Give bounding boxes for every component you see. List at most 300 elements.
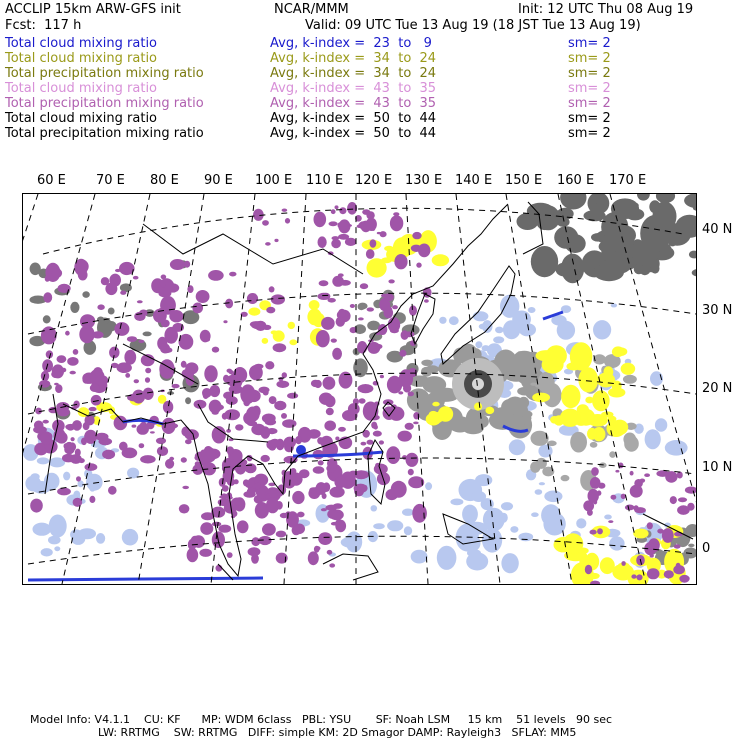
mid-cloud-patch: [289, 339, 297, 345]
mid-cloud-patch: [563, 533, 584, 554]
deep-cloud-patch: [637, 194, 650, 201]
high-cloud-patch: [243, 412, 256, 425]
legend-sm: sm= 2: [568, 51, 611, 66]
high-cloud-patch: [650, 554, 654, 558]
low-cloud-streak: [28, 578, 263, 580]
low-cloud-patch: [539, 482, 545, 485]
high-cloud-patch: [406, 453, 419, 467]
low-cloud-patch: [89, 482, 96, 491]
mid-cloud-patch: [560, 409, 581, 427]
high-cloud-patch: [287, 393, 298, 399]
high-cloud-patch: [95, 375, 108, 386]
deep-cloud-patch: [630, 203, 639, 209]
legend-field: Total cloud mixing ratio: [5, 51, 158, 66]
high-cloud-patch: [338, 219, 350, 233]
mid-cloud-patch: [621, 363, 636, 375]
high-cloud-patch: [65, 331, 70, 336]
high-cloud-patch: [145, 377, 150, 383]
longitude-tick-label: 140 E: [455, 173, 493, 188]
high-cloud-patch: [223, 320, 227, 323]
high-cloud-patch: [165, 459, 174, 469]
high-cloud-patch: [114, 322, 129, 336]
deep-cloud-patch: [519, 361, 529, 368]
legend-sm: sm= 2: [568, 81, 611, 96]
low-cloud-patch: [41, 548, 53, 556]
high-cloud-patch: [644, 473, 650, 477]
high-cloud-patch: [90, 384, 100, 392]
forecast-map: [22, 193, 697, 585]
mid-cloud-patch: [309, 300, 320, 310]
high-cloud-patch: [391, 481, 407, 498]
high-cloud-patch: [102, 450, 115, 460]
high-cloud-patch: [269, 286, 275, 292]
low-cloud-patch: [373, 523, 385, 529]
high-cloud-patch: [57, 488, 71, 496]
high-cloud-patch: [122, 448, 138, 459]
high-cloud-patch: [52, 268, 62, 278]
high-cloud-patch: [412, 504, 427, 523]
high-cloud-patch: [229, 272, 236, 277]
deep-cloud-patch: [649, 200, 660, 213]
high-cloud-patch: [379, 440, 384, 444]
low-cloud-patch: [655, 418, 667, 432]
high-cloud-patch: [685, 487, 696, 494]
high-cloud-patch: [409, 305, 417, 315]
high-cloud-patch: [262, 220, 269, 226]
high-cloud-patch: [41, 371, 49, 381]
legend-sm: sm= 2: [568, 66, 611, 81]
mid-cloud-patch: [603, 366, 613, 377]
high-cloud-patch: [57, 408, 70, 417]
low-cloud-patch: [78, 528, 96, 539]
high-cloud-patch: [367, 440, 374, 445]
high-cloud-patch: [418, 244, 430, 258]
high-cloud-patch: [218, 525, 231, 533]
high-cloud-patch: [162, 418, 176, 434]
high-cloud-patch: [138, 340, 144, 343]
high-cloud-patch: [156, 438, 166, 444]
high-cloud-patch: [83, 315, 95, 326]
low-cloud-patch: [449, 316, 459, 325]
map-canvas: [23, 194, 696, 584]
high-cloud-patch: [54, 383, 59, 386]
legend-avg: Avg, k-index = 34 to 24: [270, 51, 437, 66]
mid-cloud-patch: [592, 390, 610, 411]
low-cloud-patch: [425, 482, 432, 490]
mid-cloud-patch: [585, 397, 593, 404]
high-cloud-patch: [204, 365, 217, 382]
longitude-tick-label: 80 E: [150, 173, 179, 188]
high-cloud-patch: [393, 212, 399, 216]
longitude-tick-label: 120 E: [355, 173, 393, 188]
high-cloud-patch: [89, 407, 97, 411]
low-cloud-patch: [544, 491, 562, 503]
legend-avg: Avg, k-index = 43 to 35: [270, 96, 437, 111]
high-cloud-patch: [111, 363, 119, 368]
high-cloud-patch: [314, 546, 320, 553]
mid-cloud-patch: [384, 246, 394, 251]
high-cloud-patch: [321, 508, 327, 511]
high-cloud-patch: [679, 575, 689, 583]
high-cloud-patch: [358, 384, 374, 393]
high-cloud-patch: [360, 283, 368, 289]
high-cloud-patch: [70, 454, 82, 464]
high-cloud-patch: [71, 437, 75, 441]
legend-field: Total cloud mixing ratio: [5, 81, 158, 96]
high-cloud-patch: [664, 570, 674, 578]
high-cloud-patch: [327, 550, 333, 555]
mid-cloud-patch: [561, 385, 580, 408]
high-cloud-patch: [55, 384, 62, 393]
high-cloud-patch: [212, 426, 226, 443]
high-cloud-patch: [209, 400, 222, 414]
mid-cloud-patch: [532, 393, 550, 403]
high-cloud-patch: [179, 504, 190, 513]
mid-cloud-patch: [273, 330, 285, 341]
legend-sm: sm= 2: [568, 111, 611, 126]
deep-cloud-patch: [623, 375, 637, 384]
mid-cloud-patch: [485, 407, 494, 414]
high-cloud-patch: [282, 209, 288, 212]
high-cloud-patch: [83, 376, 91, 383]
legend-sm: sm= 2: [568, 36, 611, 51]
high-cloud-patch: [91, 395, 102, 406]
high-cloud-patch: [362, 209, 370, 215]
high-cloud-patch: [348, 403, 360, 415]
high-cloud-patch: [199, 549, 212, 557]
deep-cloud-patch: [563, 265, 582, 277]
high-cloud-patch: [636, 574, 642, 580]
high-cloud-patch: [336, 317, 345, 327]
low-cloud-patch: [437, 546, 457, 570]
high-cloud-patch: [318, 460, 324, 465]
low-cloud-patch: [645, 429, 661, 449]
deep-cloud-patch: [634, 264, 644, 274]
low-cloud-patch: [473, 311, 489, 321]
high-cloud-patch: [30, 499, 43, 513]
high-cloud-patch: [405, 423, 414, 430]
high-cloud-patch: [408, 392, 414, 397]
high-cloud-patch: [205, 337, 211, 341]
high-cloud-patch: [290, 473, 303, 486]
deep-cloud-patch: [609, 451, 616, 458]
high-cloud-patch: [640, 479, 646, 483]
longitude-tick-label: 160 E: [557, 173, 595, 188]
high-cloud-patch: [424, 299, 429, 303]
high-cloud-patch: [185, 429, 199, 440]
high-cloud-patch: [630, 471, 634, 476]
low-cloud-patch: [122, 529, 138, 546]
high-cloud-patch: [621, 494, 626, 499]
high-cloud-patch: [394, 254, 407, 269]
high-cloud-patch: [83, 422, 90, 430]
high-cloud-patch: [108, 486, 117, 495]
high-cloud-patch: [248, 547, 261, 556]
deep-cloud-patch: [561, 475, 570, 481]
high-cloud-patch: [402, 455, 407, 460]
high-cloud-patch: [366, 249, 375, 259]
low-cloud-patch: [450, 499, 463, 506]
mid-cloud-patch: [432, 254, 449, 266]
high-cloud-patch: [367, 307, 374, 311]
high-cloud-patch: [235, 424, 243, 430]
high-cloud-patch: [670, 496, 677, 504]
low-cloud-patch: [665, 440, 688, 456]
high-cloud-patch: [399, 350, 406, 357]
deep-cloud-patch: [626, 208, 645, 220]
high-cloud-patch: [187, 548, 199, 563]
deep-cloud-patch: [70, 302, 79, 313]
high-cloud-patch: [40, 432, 52, 445]
high-cloud-patch: [687, 503, 694, 511]
high-cloud-patch: [39, 380, 50, 388]
high-cloud-patch: [247, 293, 258, 304]
mid-cloud-patch: [612, 564, 634, 581]
latitude-tick-label: 30 N: [702, 303, 733, 318]
high-cloud-patch: [330, 487, 345, 498]
high-cloud-patch: [328, 298, 336, 303]
high-cloud-patch: [134, 379, 139, 383]
high-cloud-patch: [274, 401, 286, 411]
mid-cloud-patch: [589, 573, 600, 579]
mid-cloud-patch: [428, 412, 444, 424]
high-cloud-patch: [224, 409, 240, 420]
low-cloud-patch: [346, 531, 363, 552]
low-cloud-patch: [462, 505, 478, 524]
high-cloud-patch: [332, 236, 340, 240]
deep-cloud-patch: [522, 411, 533, 419]
high-cloud-patch: [371, 422, 377, 429]
high-cloud-patch: [621, 561, 625, 566]
high-cloud-patch: [212, 522, 221, 527]
mid-cloud-patch: [307, 309, 321, 326]
legend-avg: Avg, k-index = 43 to 35: [270, 81, 437, 96]
high-cloud-patch: [160, 343, 170, 353]
low-cloud-patch: [611, 303, 617, 307]
high-cloud-patch: [76, 476, 81, 481]
deep-cloud-patch: [640, 215, 671, 252]
high-cloud-patch: [73, 498, 83, 507]
high-cloud-patch: [590, 530, 597, 535]
high-cloud-patch: [331, 209, 336, 214]
high-cloud-patch: [331, 239, 341, 248]
org-label: NCAR/MMM: [274, 2, 349, 17]
longitude-tick-label: 110 E: [306, 173, 344, 188]
low-cloud-patch: [475, 474, 492, 486]
high-cloud-patch: [357, 341, 367, 353]
high-cloud-patch: [133, 276, 139, 280]
mid-cloud-patch: [587, 428, 597, 440]
high-cloud-patch: [327, 510, 337, 519]
deep-cloud-patch: [143, 332, 152, 337]
init-time: Init: 12 UTC Thu 08 Aug 19: [518, 2, 694, 17]
deep-cloud-patch: [531, 246, 558, 277]
low-cloud-patch: [475, 341, 482, 348]
high-cloud-patch: [338, 309, 346, 318]
deep-cloud-patch: [185, 397, 191, 404]
legend-avg: Avg, k-index = 50 to 44: [270, 111, 437, 126]
mid-cloud-patch: [262, 338, 269, 344]
mid-cloud-patch: [248, 308, 260, 316]
legend-field: Total cloud mixing ratio: [5, 36, 158, 51]
high-cloud-patch: [412, 232, 421, 239]
high-cloud-patch: [68, 427, 74, 430]
high-cloud-patch: [657, 529, 663, 534]
low-cloud-patch: [387, 520, 403, 531]
deep-cloud-patch: [501, 399, 519, 415]
low-cloud-patch: [604, 515, 612, 520]
high-cloud-patch: [369, 415, 379, 421]
high-cloud-patch: [339, 207, 346, 214]
high-cloud-patch: [51, 371, 61, 379]
high-cloud-patch: [182, 486, 189, 489]
model-info-line1: Model Info: V4.1.1 CU: KF MP: WDM 6class PBL: YSU SF: Noah LSM 15 km 51 levels 90 sec: [30, 713, 613, 726]
high-cloud-patch: [404, 331, 415, 337]
high-cloud-patch: [384, 293, 394, 301]
high-cloud-patch: [350, 304, 355, 308]
high-cloud-patch: [43, 420, 49, 424]
low-cloud-patch: [54, 546, 60, 551]
typhoon-eye: [472, 378, 484, 390]
longitude-tick-label: 70 E: [96, 173, 125, 188]
high-cloud-patch: [243, 479, 249, 486]
high-cloud-patch: [294, 524, 305, 535]
high-cloud-patch: [634, 505, 639, 511]
deep-cloud-patch: [425, 365, 439, 373]
high-cloud-patch: [282, 419, 296, 428]
high-cloud-patch: [125, 373, 130, 378]
high-cloud-patch: [265, 242, 271, 246]
high-cloud-patch: [265, 361, 274, 369]
latitude-tick-label: 20 N: [702, 381, 733, 396]
high-cloud-patch: [95, 433, 108, 441]
high-cloud-patch: [263, 390, 269, 396]
legend-avg: Avg, k-index = 23 to 9: [270, 36, 432, 51]
high-cloud-patch: [281, 413, 287, 419]
high-cloud-patch: [89, 496, 95, 503]
high-cloud-patch: [132, 390, 145, 404]
high-cloud-patch: [285, 218, 290, 224]
deep-cloud-patch: [358, 303, 368, 310]
longitude-tick-label: 150 E: [505, 173, 543, 188]
high-cloud-patch: [335, 205, 339, 209]
high-cloud-patch: [585, 565, 592, 575]
high-cloud-patch: [61, 368, 66, 373]
high-cloud-patch: [316, 482, 327, 495]
high-cloud-patch: [335, 520, 346, 533]
high-cloud-patch: [97, 304, 104, 310]
legend-field: Total precipitation mixing ratio: [5, 96, 204, 111]
deep-cloud-patch: [108, 308, 115, 315]
high-cloud-patch: [674, 532, 683, 537]
high-cloud-patch: [318, 236, 327, 248]
high-cloud-patch: [260, 426, 270, 438]
high-cloud-patch: [326, 505, 338, 511]
high-cloud-patch: [157, 446, 168, 456]
high-cloud-patch: [311, 380, 320, 387]
high-cloud-patch: [332, 276, 344, 287]
mid-cloud-patch: [367, 258, 387, 277]
high-cloud-patch: [331, 339, 337, 343]
mid-cloud-patch: [608, 388, 625, 398]
high-cloud-patch: [140, 455, 156, 463]
high-cloud-patch: [615, 470, 619, 473]
high-cloud-patch: [630, 485, 643, 498]
high-cloud-patch: [361, 442, 367, 446]
latitude-tick-label: 0: [702, 541, 711, 556]
low-cloud-patch: [495, 327, 504, 334]
high-cloud-patch: [413, 422, 419, 425]
low-cloud-patch: [63, 472, 70, 481]
high-cloud-patch: [269, 439, 281, 448]
mid-cloud-patch: [432, 402, 439, 407]
longitude-tick-label: 170 E: [609, 173, 647, 188]
high-cloud-patch: [662, 528, 674, 543]
low-cloud-patch: [501, 502, 513, 510]
high-cloud-patch: [392, 217, 403, 229]
mid-cloud-patch: [474, 403, 482, 411]
high-cloud-patch: [170, 259, 185, 270]
model-title: ACCLIP 15km ARW-GFS init: [5, 2, 181, 17]
high-cloud-patch: [373, 431, 382, 437]
low-cloud-patch: [510, 526, 518, 533]
longitude-tick-label: 60 E: [37, 173, 66, 188]
high-cloud-patch: [70, 371, 76, 375]
high-cloud-patch: [212, 375, 217, 380]
mid-cloud-patch: [633, 529, 648, 539]
mid-cloud-patch: [570, 342, 593, 370]
high-cloud-patch: [228, 370, 233, 374]
deep-cloud-patch: [688, 544, 694, 548]
low-cloud-patch: [576, 518, 586, 528]
low-cloud-patch: [472, 491, 487, 502]
high-cloud-patch: [611, 495, 617, 500]
high-cloud-patch: [72, 420, 82, 431]
high-cloud-patch: [625, 505, 635, 511]
high-cloud-patch: [200, 522, 213, 535]
high-cloud-patch: [254, 364, 264, 369]
high-cloud-patch: [326, 408, 334, 415]
legend-field: Total precipitation mixing ratio: [5, 126, 204, 141]
high-cloud-patch: [226, 446, 234, 454]
high-cloud-patch: [181, 457, 187, 462]
high-cloud-patch: [647, 568, 660, 579]
high-cloud-patch: [380, 231, 387, 237]
high-cloud-patch: [308, 551, 319, 565]
deep-cloud-patch: [590, 442, 598, 448]
mid-cloud-patch: [588, 414, 608, 427]
high-cloud-patch: [124, 350, 136, 365]
high-cloud-patch: [45, 275, 50, 281]
high-cloud-patch: [416, 263, 421, 268]
high-cloud-patch: [67, 357, 78, 366]
low-cloud-patch: [37, 457, 49, 464]
deep-cloud-patch: [422, 376, 446, 393]
low-cloud-patch: [96, 533, 105, 544]
coastline: [411, 294, 435, 344]
latitude-tick-label: 10 N: [702, 460, 733, 475]
high-cloud-patch: [282, 372, 287, 378]
high-cloud-patch: [398, 431, 412, 442]
high-cloud-patch: [392, 305, 398, 309]
high-cloud-patch: [647, 522, 653, 529]
deep-cloud-patch: [517, 213, 539, 230]
high-cloud-patch: [58, 284, 71, 293]
high-cloud-patch: [318, 293, 331, 300]
high-cloud-patch: [323, 377, 336, 390]
low-cloud-patch: [528, 307, 536, 313]
high-cloud-patch: [338, 234, 349, 240]
